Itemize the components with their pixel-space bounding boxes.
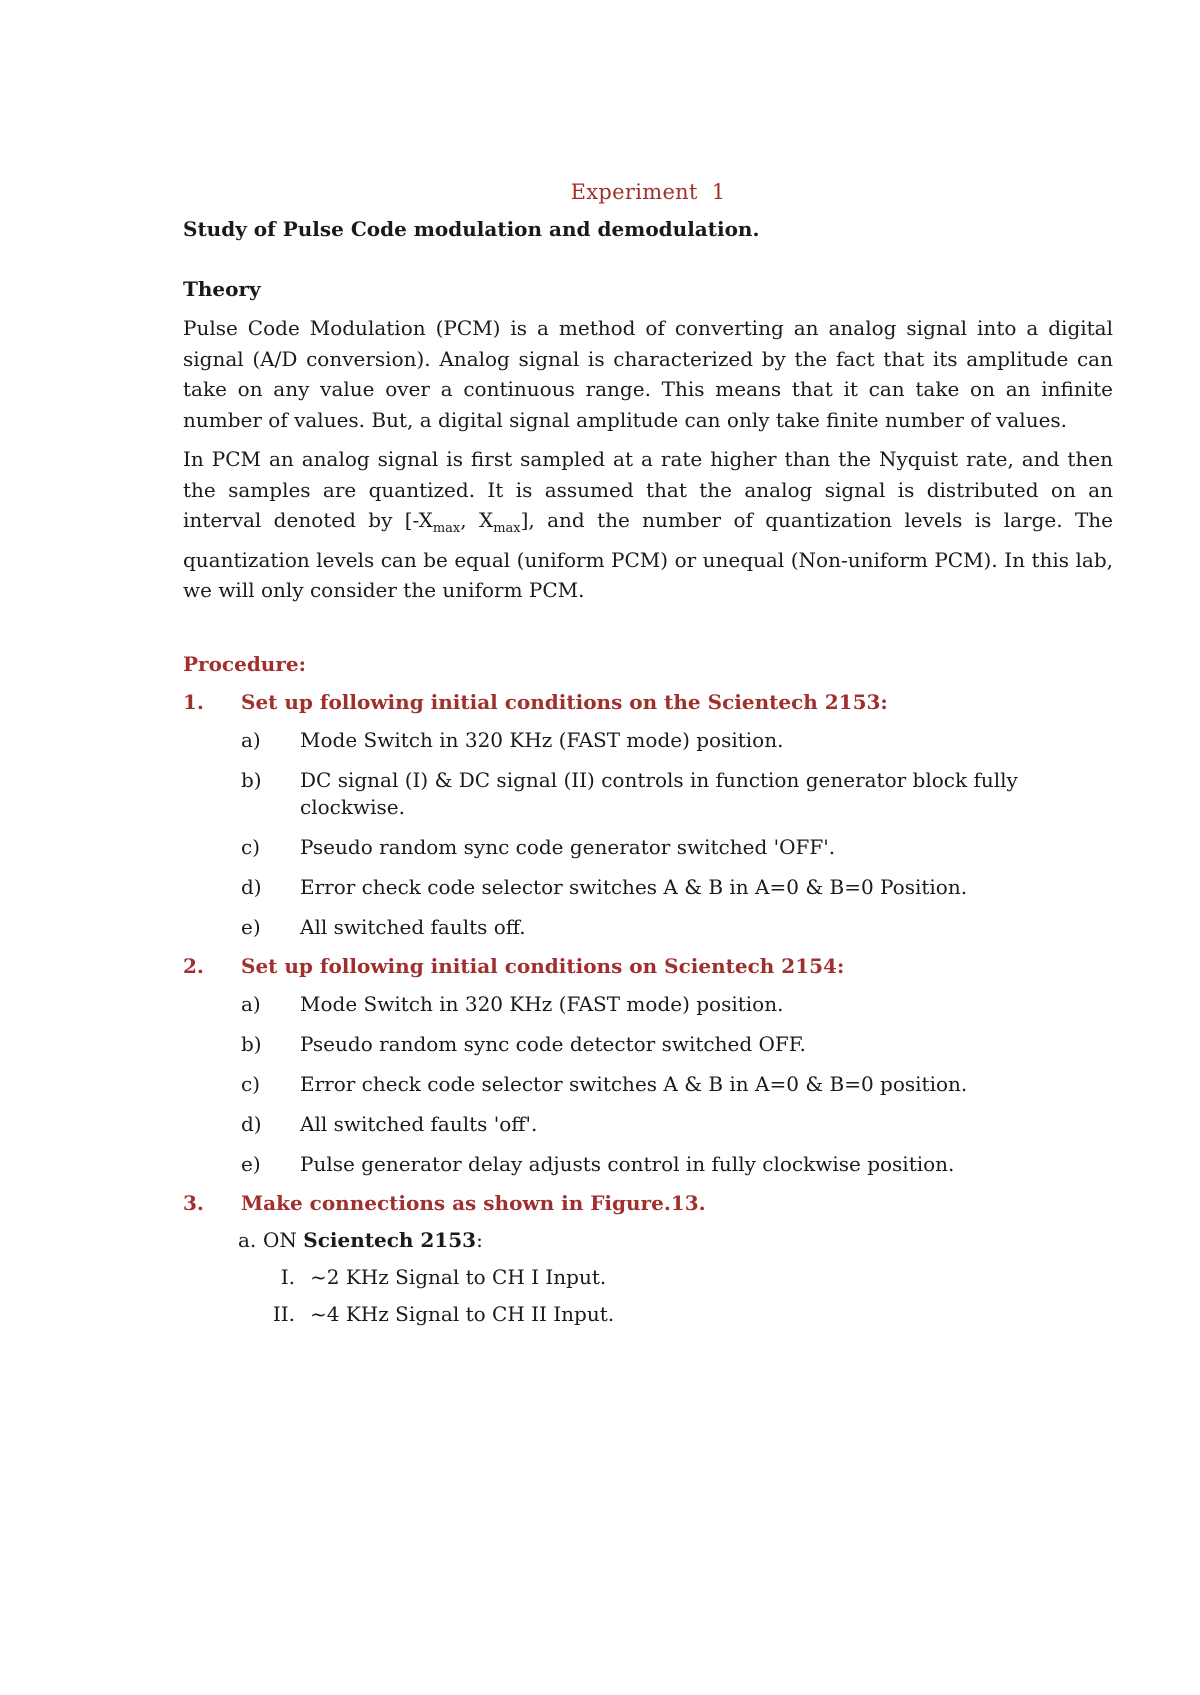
experiment-subtitle: Study of Pulse Code modulation and demodulation.	[183, 217, 760, 241]
procedure-heading: Procedure:	[183, 651, 306, 676]
list-item: e) All switched faults off.	[241, 914, 526, 939]
step-number: 3.	[183, 1190, 204, 1215]
list-item: d) All switched faults 'off'.	[241, 1111, 538, 1136]
step-text: Set up following initial conditions on the Scientech 2153:	[241, 689, 888, 714]
list-item: I. ~2 KHz Signal to CH I Input.	[280, 1264, 607, 1289]
step-text: Make connections as shown in Figure.13.	[241, 1190, 706, 1215]
list-item: b) DC signal (I) & DC signal (II) controls in function generator block fully clockwise.	[241, 767, 1018, 819]
list-item: b) Pseudo random sync code detector switched OFF.	[241, 1031, 806, 1056]
list-item: c) Pseudo random sync code generator switched 'OFF'.	[241, 834, 836, 859]
list-item: II. ~4 KHz Signal to CH II Input.	[272, 1301, 615, 1326]
list-item: a) Mode Switch in 320 KHz (FAST mode) position.	[241, 727, 784, 752]
theory-heading: Theory	[183, 277, 261, 301]
list-item: a. ON Scientech 2153:	[238, 1227, 483, 1252]
list-item: a) Mode Switch in 320 KHz (FAST mode) position.	[241, 991, 784, 1016]
step-text: Set up following initial conditions on Scientech 2154:	[241, 953, 845, 978]
step-2	[183, 954, 1113, 978]
theory-paragraph-2: In PCM an analog signal is first sampled at a rate higher than the Nyquist rate, and then the samples are quantized. It is assumed that the analog signal is distributed on an interval denoted by [$-X_{max}$, $X_{max}$], and the number of quantization levels is large. The quantization levels can be equal (uniform PCM) or unequal (Non-uniform PCM). In this lab, we will only consider the uniform PCM.	[183, 447, 1114, 602]
list-item: d) Error check code selector switches A & B in A=0 & B=0 Position.	[241, 874, 968, 899]
step-number: 1.	[183, 689, 204, 714]
step-1	[183, 690, 1113, 714]
list-item: e) Pulse generator delay adjusts control in fully clockwise position.	[241, 1151, 955, 1176]
experiment-title: Experiment 1	[570, 180, 726, 204]
document-page	[183, 180, 1113, 1339]
theory-paragraph-1: Pulse Code Modulation (PCM) is a method of converting an analog signal into a digital signal (A/D conversion). Analog signal is characterized by the fact that its amplitude can take on any value over a continuous range. This means that it can take on an infinite number of values. But, a digital signal amplitude can only take finite number of values.	[183, 316, 1113, 432]
step-number: 2.	[183, 953, 204, 978]
list-item: c) Error check code selector switches A & B in A=0 & B=0 position.	[241, 1071, 968, 1096]
step-3	[183, 1191, 1113, 1215]
